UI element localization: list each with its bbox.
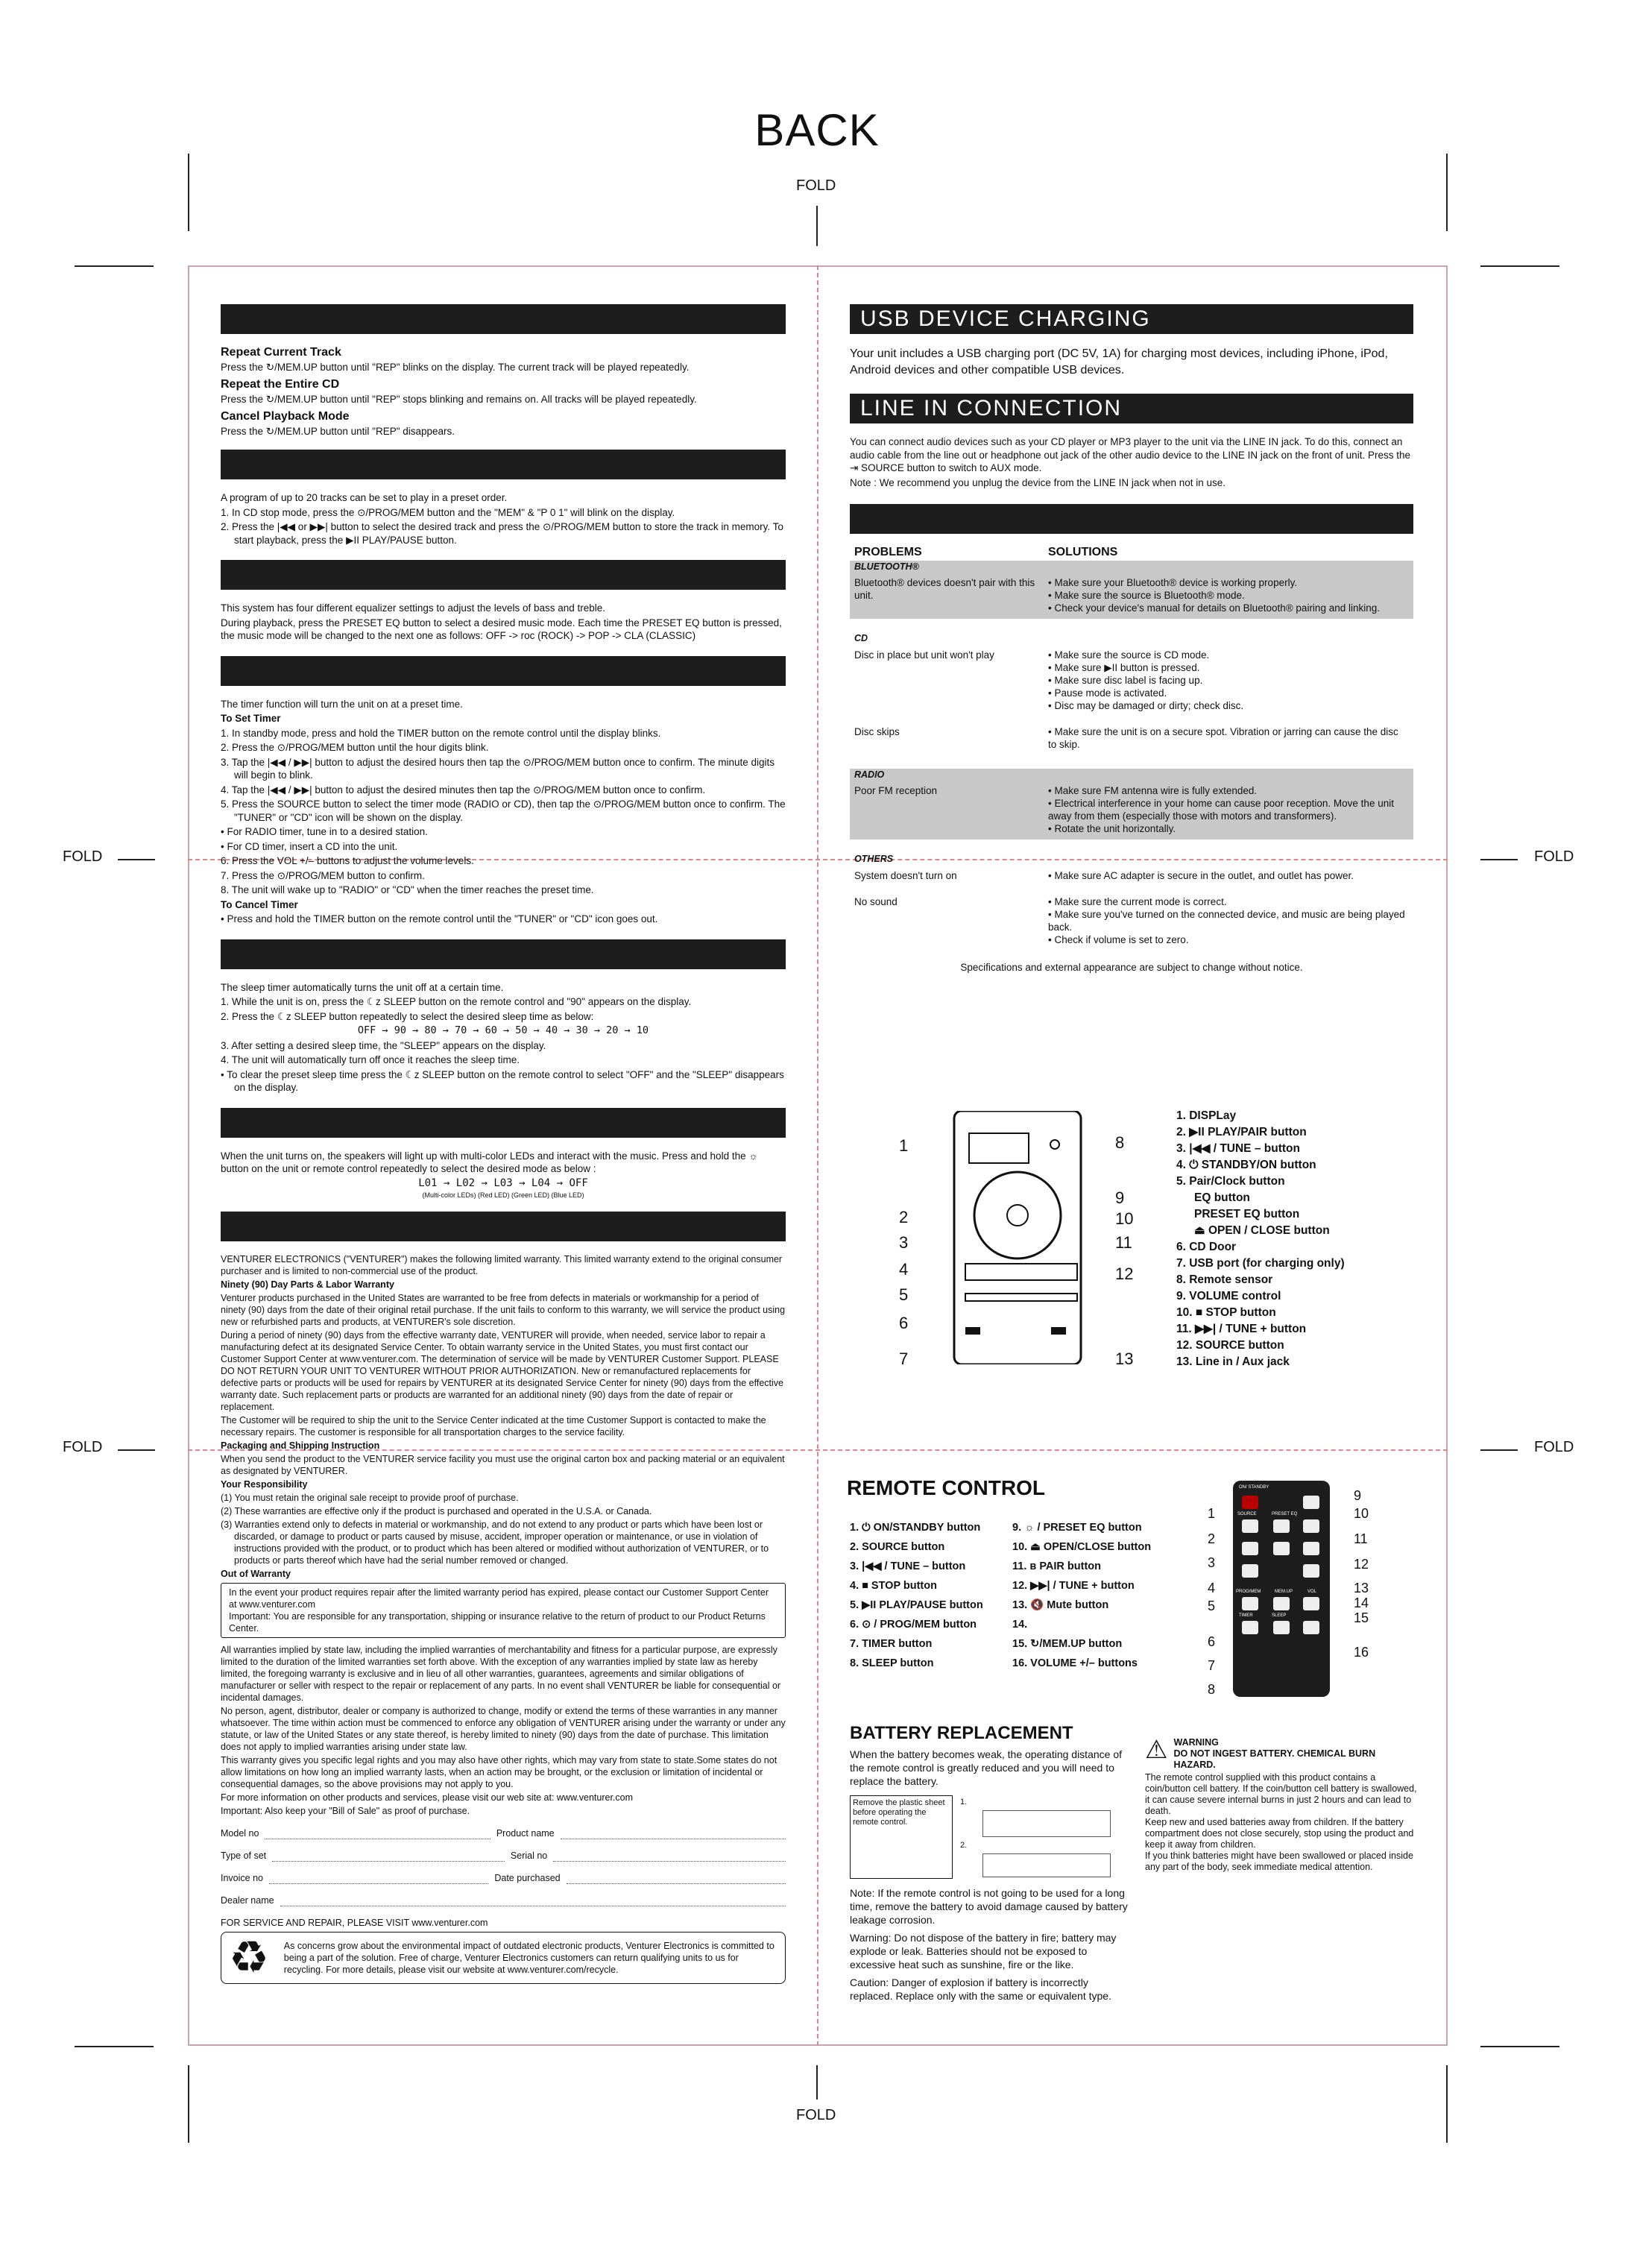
remote-num: 13 (1354, 1581, 1369, 1596)
troubleshoot-category: CD (854, 633, 868, 643)
slot (965, 1294, 1077, 1301)
button-row (965, 1264, 1077, 1280)
remote-num: 9 (1354, 1488, 1362, 1503)
troubleshoot-body (850, 561, 1413, 951)
remote-list-right (1012, 1518, 1151, 1673)
key-label: PROG/MEM (1236, 1590, 1261, 1594)
diagram-num: 9 (1115, 1188, 1125, 1207)
usb-title: USB DEVICE CHARGING (850, 304, 1413, 334)
remote-memup-button[interactable] (1273, 1597, 1290, 1610)
remote-num: 6 (1208, 1634, 1216, 1649)
section-bar-sleep (221, 939, 786, 969)
field-dealer-label: Dealer name (221, 1895, 274, 1906)
ingest-warning-header (1145, 1737, 1418, 1771)
part-item: 9. VOLUME control (1176, 1290, 1281, 1302)
section-bar-timer (221, 656, 786, 686)
crop-mark (1446, 154, 1448, 231)
remote-num: 11 (1354, 1531, 1368, 1546)
section-bar-warranty (221, 1212, 786, 1241)
troubleshoot-group (850, 769, 1413, 840)
diagram-num: 12 (1115, 1264, 1134, 1283)
remote-num: 14 (1354, 1596, 1369, 1610)
remote-title: REMOTE CONTROL (847, 1476, 1045, 1499)
sleep-step: 1. While the unit is on, press the ☾z SLEEP button on the remote control and "90" appears on the display. (221, 996, 692, 1007)
diagram-num: 3 (899, 1233, 909, 1252)
warranty-heading: Your Responsibility (221, 1479, 308, 1490)
troubleshoot-row (850, 573, 1413, 619)
warranty-intro: VENTURER ELECTRONICS ("VENTURER") makes the following limited warranty. This limited warranty extend to the original consumer purchaser and is limited to non-commercial use of the product. (221, 1254, 783, 1276)
timer-step: • For CD timer, insert a CD into the unit. (221, 840, 398, 852)
field-date-label: Date purchased (494, 1873, 561, 1883)
remote-item: 8. SLEEP button (850, 1657, 934, 1669)
diagram-num: 1 (899, 1136, 909, 1155)
troubleshoot-group (850, 561, 1413, 620)
diagram-num: 6 (899, 1314, 909, 1332)
battery-step-1: 1. (960, 1798, 968, 1806)
diagram-num: 8 (1115, 1133, 1125, 1152)
remote-source-button[interactable] (1242, 1519, 1258, 1533)
battery-caution: Caution: Danger of explosion if battery is incorrectly replaced. Replace only with the same or equivalent type. (850, 1976, 1111, 2002)
warranty-paragraph: Important: Also keep your "Bill of Sale" as proof of purchase. (221, 1806, 470, 1816)
solution-text: • Make sure the source is CD mode. • Make sure ▶II button is pressed. • Make sure disc label is facing up. • Pause mode is activated. • Disc may be damaged or dirty; check disc. (1048, 649, 1244, 711)
field-product-line[interactable] (561, 1827, 786, 1839)
warranty-resp: (1) You must retain the original sale receipt to provide proof of purchase. (221, 1493, 519, 1503)
repeat-current-title: Repeat Current Track (221, 346, 341, 359)
timer-step: 6. Press the VOL +/– buttons to adjust the volume levels. (221, 855, 474, 866)
field-product-label: Product name (496, 1828, 555, 1839)
fold-line-center (817, 265, 818, 2046)
cancel-playback-title: Cancel Playback Mode (221, 410, 350, 423)
remote-num: 4 (1208, 1581, 1216, 1596)
sleep-step: 4. The unit will automatically turn off once it reaches the sleep time. (221, 1054, 520, 1065)
battery-text: When the battery becomes weak, the operating distance of the remote control is greatly reduced and you will need to replace the battery. (850, 1748, 1122, 1787)
diagram-num: 13 (1115, 1349, 1134, 1368)
cd-door (974, 1172, 1061, 1259)
remote-num: 15 (1354, 1610, 1369, 1625)
remote-prev-button[interactable] (1242, 1542, 1258, 1555)
fold-label-left-2: FOLD (63, 1439, 103, 1455)
field-type-line[interactable] (272, 1850, 505, 1862)
problem-text: No sound (854, 895, 898, 907)
battery-step-2: 2. (960, 1841, 968, 1850)
battery-section (850, 1723, 1133, 2004)
parts-list (1176, 1108, 1345, 1370)
warranty-heading: Out of Warranty (221, 1569, 291, 1579)
diagram-num: 5 (899, 1285, 909, 1304)
led-sequence: L01 → L02 → L03 → L04 → OFF (418, 1176, 588, 1189)
linein-text: You can connect audio devices such as your CD player or MP3 player to the unit via the LINE IN jack. To do this, connect an audio cable from the line out or headphone out jack of the other audio device to the LINE IN jack on the front of unit. Press the ⇥ SOURCE button to switch to AUX mode. (850, 436, 1410, 473)
sleep-step: 3. After setting a desired sleep time, the "SLEEP" appears on the display. (221, 1039, 546, 1051)
recycle-text: As concerns grow about the environmental impact of outdated electronic products, Venturer Electronics is committed to being a part of the solution. Free of charge, Venturer Electronics customers can return qualifying units to us for recycling. For more details, please visit our website at www.venturer.com/recycle. (283, 1941, 775, 1975)
part-item: ⏏ OPEN / CLOSE button (1194, 1224, 1330, 1237)
fold-tick (1480, 859, 1518, 860)
remote-item: 7. TIMER button (850, 1638, 933, 1650)
remote-num: 3 (1208, 1555, 1216, 1570)
problem-text: Disc in place but unit won't play (854, 649, 994, 661)
remote-play-button[interactable] (1242, 1564, 1258, 1578)
recycle-box (221, 1932, 786, 1984)
program-step: 1. In CD stop mode, press the ⊙/PROG/MEM button and the "MEM" & "P 0 1" will blink on the display. (221, 506, 675, 518)
fields-row (221, 1827, 786, 1839)
timer-set-title: To Set Timer (221, 713, 281, 724)
sleep-intro: The sleep timer automatically turns the unit off at a certain time. (221, 981, 504, 993)
fold-label-top: FOLD (796, 177, 836, 194)
remote-num: 16 (1354, 1645, 1369, 1660)
page-title: BACK (754, 105, 880, 155)
remote-item: 5. ▶II PLAY/PAUSE button (850, 1599, 983, 1611)
remote-item: 3. |◀◀ / TUNE – button (850, 1560, 966, 1572)
remote-num: 10 (1354, 1506, 1369, 1521)
crop-mark (188, 154, 189, 231)
key-label: SOURCE (1237, 1512, 1257, 1516)
solution-text: • Make sure your Bluetooth® device is working properly. • Make sure the source is Bluetooth® mode. • Check your device's manual for details on Bluetooth® pairing and linking. (1048, 577, 1380, 614)
problem-text: Poor FM reception (854, 785, 938, 796)
remote-num: 12 (1354, 1557, 1369, 1572)
led-section (221, 1150, 786, 1200)
diagram-num: 11 (1115, 1233, 1132, 1252)
remote-vol-up-button[interactable] (1303, 1597, 1319, 1610)
remote-item: 11. ʙ PAIR button (1012, 1560, 1102, 1572)
warranty-paragraph: No person, agent, distributor, dealer or company is authorized to change, modify or extend the terms of these warranties in any manner whatsoever. The time within action must be commenced to enforce any obligation of VENTURER arising under the warranty or under any statute, or law of the United States or any state thereof, is hereby limited to ninety (90) days from the date of purchase. This limitation does not apply to implied warranties arising under state law. (221, 1706, 786, 1752)
part-item: 1. DISPLay (1176, 1109, 1237, 1122)
section-bar-eq (221, 560, 786, 590)
field-type-label: Type of set (221, 1850, 267, 1861)
remote-num: 8 (1208, 1682, 1216, 1697)
warranty-heading: Ninety (90) Day Parts & Labor Warranty (221, 1279, 394, 1290)
part-item: 10. ■ STOP button (1176, 1306, 1276, 1319)
part-item: 13. Line in / Aux jack (1176, 1355, 1290, 1368)
fold-mark-bottom (816, 2065, 818, 2100)
unit-body (954, 1111, 1081, 1364)
part-item: 8. Remote sensor (1176, 1273, 1273, 1286)
sleep-sequence: OFF → 90 → 80 → 70 → 60 → 50 → 40 → 30 → 20 → 10 (357, 1024, 649, 1036)
warranty-resp: (3) Warranties extend only to defects in material or workmanship, and do not extend to any product or parts which have been lost or discarded, or damage to product or parts caused by misuse, accident, improper operation or maintenance, or use in violation of instructions provided with the product, or to product which has been altered or modified without authorization of VENTURER, or to products or parts thereof which have had the serial number removed or changed. (221, 1519, 769, 1566)
repeat-current-text: Press the ↻/MEM.UP button until "REP" blinks on the display. The current track will be played repeatedly. (221, 361, 690, 373)
volume-knob (1007, 1205, 1028, 1226)
timer-step: 8. The unit will wake up to "RADIO" or "CD" when the timer reaches the preset time. (221, 884, 594, 895)
remote-pair-button[interactable] (1303, 1519, 1319, 1533)
remote-item: 16. VOLUME +/– buttons (1012, 1657, 1138, 1669)
part-item: 2. ▶II PLAY/PAIR button (1176, 1126, 1307, 1138)
program-step: 2. Press the |◀◀ or ▶▶| button to select the desired track and press the ⊙/PROG/MEM button to store the track in memory. To start playback, press the ▶II PLAY/PAUSE button. (221, 521, 783, 546)
troubleshoot-row (850, 892, 1413, 951)
ingest-warning (1145, 1737, 1418, 1874)
fold-tick (118, 859, 155, 860)
fold-tick (118, 1449, 155, 1451)
battery-warning: Warning: Do not dispose of the battery in fire; battery may explode or leak. Batteries should not be exposed to excessive heat such as sunshine, fire or the like. (850, 1932, 1117, 1971)
cancel-playback-text: Press the ↻/MEM.UP button until "REP" disappears. (221, 425, 455, 437)
crop-mark (1446, 2065, 1448, 2143)
fold-label-left-1: FOLD (63, 848, 103, 865)
warranty-section (221, 1253, 786, 1984)
problem-text: Bluetooth® devices doesn't pair with this unit. (854, 577, 1035, 601)
troubleshoot-header (850, 546, 1413, 559)
problem-text: System doesn't turn on (854, 869, 957, 881)
field-dealer-line[interactable] (280, 1894, 786, 1906)
battery-steps (960, 1795, 1133, 1879)
solution-text: • Make sure FM antenna wire is fully extended. • Electrical interference in your home can cause poor reception. Move the unit away from them (especially those with motors and transformers). • Rotate the unit horizontally. (1048, 785, 1394, 834)
remote-num: 7 (1208, 1658, 1216, 1673)
remote-prog-button[interactable] (1242, 1597, 1258, 1610)
remote-num: 2 (1208, 1531, 1216, 1546)
eq-line: During playback, press the PRESET EQ button to select a desired music mode. Each time the PRESET EQ button is pressed, the music mode will be changed to the next one as follows: OFF -> roc (ROCK) -> POP -> CLA (CLASSIC) (221, 617, 782, 641)
warning-subtitle: DO NOT INGEST BATTERY. CHEMICAL BURN HAZARD. (1173, 1748, 1376, 1770)
timer-step: 2. Press the ⊙/PROG/MEM button until the hour digits blink. (221, 742, 489, 753)
part-item: 3. |◀◀ / TUNE – button (1176, 1142, 1300, 1155)
troubleshoot-category: OTHERS (854, 854, 894, 864)
warranty-paragraph: The Customer will be required to ship the unit to the Service Center indicated at the time Customer Support is contacted to make the necessary repairs. The customer is responsible for all transportation charges to the service facility. (221, 1415, 766, 1437)
timer-step: 7. Press the ⊙/PROG/MEM button to confirm. (221, 869, 425, 881)
troubleshoot-table (850, 546, 1413, 974)
part-item: 5. Pair/Clock button (1176, 1175, 1285, 1188)
crop-mark (188, 2065, 189, 2143)
field-date-line[interactable] (567, 1872, 786, 1884)
crop-mark (75, 2046, 154, 2047)
troubleshoot-row (850, 866, 1413, 886)
troubleshoot-category: BLUETOOTH® (850, 561, 1413, 574)
solution-text: • Make sure AC adapter is secure in the outlet, and outlet has power. (1048, 869, 1354, 881)
key-label: VOL (1307, 1590, 1317, 1594)
display-window (969, 1133, 1029, 1163)
battery-tray-icon (982, 1810, 1111, 1837)
timer-intro: The timer function will turn the unit on at a preset time. (221, 698, 463, 710)
timer-step: • For RADIO timer, tune in to a desired station. (221, 826, 428, 837)
diagram-num: 2 (899, 1208, 909, 1226)
field-invoice-line[interactable] (269, 1872, 488, 1884)
remote-power-button[interactable] (1242, 1496, 1258, 1509)
section-bar-troubleshoot (850, 504, 1413, 534)
timer-cancel-text: • Press and hold the TIMER button on the remote control until the "TUNER" or "CD" icon goes out. (221, 913, 658, 924)
diagram-num: 10 (1115, 1209, 1134, 1228)
remote-preset-eq-button[interactable] (1273, 1519, 1290, 1533)
part-item: 12. SOURCE button (1176, 1339, 1284, 1352)
timer-cancel-title: To Cancel Timer (221, 898, 298, 910)
warranty-resp: (2) These warranties are effective only if the product is purchased and operated in the U.S.A. or Canada. (221, 1506, 652, 1516)
col-problems: PROBLEMS (854, 546, 922, 558)
remote-vol-down-button[interactable] (1303, 1621, 1319, 1634)
spec-note: Specifications and external appearance are subject to change without notice. (960, 961, 1303, 973)
sleep-step: • To clear the preset sleep time press the ☾z SLEEP button on the remote control to select "OFF" and the "SLEEP" disappears on the display. (221, 1068, 784, 1093)
col-solutions: SOLUTIONS (1048, 546, 1118, 558)
troubleshoot-row (850, 646, 1413, 716)
crop-mark (1480, 2046, 1559, 2047)
usb-text: Your unit includes a USB charging port (DC 5V, 1A) for charging most devices, including iPhone, iPod, Android devices and other compatible USB devices. (850, 347, 1388, 377)
section-bar-repeat (221, 304, 786, 334)
remote-mute-button[interactable] (1303, 1564, 1319, 1578)
field-invoice-label: Invoice no (221, 1873, 263, 1883)
field-serial-label: Serial no (510, 1850, 548, 1861)
right-column (850, 295, 1413, 975)
remote-item: 6. ⊙ / PROG/MEM button (850, 1619, 977, 1631)
timer-step: 1. In standby mode, press and hold the TIMER button on the remote control until the display blinks. (221, 727, 661, 739)
diagram-num: 7 (899, 1349, 909, 1368)
warranty-paragraph: During a period of ninety (90) days from the effective warranty date, VENTURER will provide, when needed, service labor to repair a manufacturing defect at its designated Service Center. To obtain warranty service in the United States, you must first contact our Customer Support Center at www.venturer.com. The determination of service will be made by VENTURER Customer Support. PLEASE DO NOT RETURN YOUR UNIT TO VENTURER WITHOUT PRIOR AUTHORIZATION. New or remanufactured replacements for defective parts or products will be used for repairs by VENTURER at its designated Service Center for ninety (90) days from the effective warranty date. Such replacement parts or products are warranted for an additional ninety (90) days from the date of repair or replacement. (221, 1330, 783, 1412)
fold-label-right-1: FOLD (1534, 848, 1574, 865)
remote-num: 1 (1208, 1506, 1216, 1521)
warranty-paragraph: Venturer products purchased in the United States are warranted to be free from defects in materials or workmanship for a period of ninety (90) days from the date of their original retail purchase. If the unit fails to conform to this warranty, we will service the product using new or refurbished parts and products, at VENTURER's sole discretion. (221, 1293, 786, 1327)
timer-step: 5. Press the SOURCE button to select the timer mode (RADIO or CD), then tap the ⊙/PROG/MEM button once to confirm. The "TUNER" or "CD" icon will be shown on the display. (221, 798, 786, 823)
troubleshoot-group (850, 632, 1413, 755)
solution-text: • Make sure the unit is on a secure spot. Vibration or jarring can cause the disc to skip. (1048, 725, 1398, 750)
problem-text: Disc skips (854, 725, 900, 737)
key-label: SLEEP (1272, 1613, 1287, 1618)
warranty-heading: Packaging and Shipping Instruction (221, 1440, 380, 1451)
repeat-all-text: Press the ↻/MEM.UP button until "REP" stops blinking and remains on. All tracks will be played repeatedly. (221, 393, 697, 405)
sleep-section (221, 981, 786, 1094)
solution-text: • Make sure the current mode is correct. • Make sure you've turned on the connected device, and music are being played back. • Check if volume is set to zero. (1048, 895, 1405, 945)
fields-row (221, 1850, 786, 1862)
fields-row (221, 1894, 786, 1906)
program-section (221, 491, 786, 546)
part-item: EQ button (1194, 1191, 1250, 1204)
linein-note: Note : We recommend you unplug the device from the LINE IN jack when not in use. (850, 476, 1226, 488)
timer-step: 4. Tap the |◀◀ / ▶▶| button to adjust the desired minutes then tap the ⊙/PROG/MEM button once to confirm. (221, 784, 706, 796)
battery-coin-icon (982, 1853, 1111, 1877)
part-item: 6. CD Door (1176, 1241, 1237, 1253)
section-bar-program (221, 450, 786, 479)
usb-port (965, 1327, 980, 1335)
out-of-warranty-box (221, 1583, 786, 1638)
repeat-all-title: Repeat the Entire CD (221, 378, 340, 391)
fold-label-right-2: FOLD (1534, 1439, 1574, 1455)
warning-triangle-icon: ⚠ (1145, 1736, 1168, 1764)
key-label: PRESET EQ (1272, 1512, 1298, 1516)
eq-section (221, 602, 786, 643)
troubleshoot-group (850, 853, 1413, 951)
remote-item: 1. ⏻ ON/STANDBY button (850, 1522, 981, 1534)
warranty-paragraph: This warranty gives you specific legal rights and you may also have other rights, which may vary from state to state.Some states do not allow limitations on how long an implied warranty lasts, when an action may be brought, or the exclusion or limitation of incidental or consequential damages, so the above provisions may not apply to you. (221, 1755, 777, 1789)
timer-step: 3. Tap the |◀◀ / ▶▶| button to adjust the desired hours then tap the ⊙/PROG/MEM button once to confirm. The minute digits will begin to blink. (221, 756, 775, 781)
section-bar-led (221, 1108, 786, 1138)
left-column (221, 295, 786, 1990)
troubleshoot-row (850, 722, 1413, 755)
out-of-warranty-important: Important: You are responsible for any transportation, shipping or insurance relative to the return of product to our Product Returns Center. (229, 1611, 766, 1634)
key-label: TIMER (1239, 1613, 1253, 1618)
main-unit-diagram (895, 1111, 1133, 1364)
sleep-step: 2. Press the ☾z SLEEP button repeatedly to select the desired sleep time as below: (221, 1010, 594, 1022)
troubleshoot-row (850, 781, 1413, 840)
remote-item: 9. ☼ / PRESET EQ button (1012, 1522, 1142, 1534)
remote-item: 15. ↻/MEM.UP button (1012, 1638, 1123, 1650)
program-intro: A program of up to 20 tracks can be set to play in a preset order. (221, 492, 508, 503)
part-item: 7. USB port (for charging only) (1176, 1257, 1345, 1270)
troubleshoot-category: RADIO (850, 769, 1413, 782)
remote-item: 13. 🔇 Mute button (1012, 1599, 1109, 1611)
timer-section (221, 698, 786, 926)
service-line: FOR SERVICE AND REPAIR, PLEASE VISIT www.venturer.com (221, 1918, 488, 1928)
plastic-note: Remove the plastic sheet before operating the remote control. (850, 1795, 953, 1879)
fold-tick (1480, 1449, 1518, 1451)
remote-diagram (1233, 1481, 1330, 1697)
remote-item: 12. ▶▶| / TUNE + button (1012, 1580, 1135, 1592)
key-label: ON/ STANDBY (1239, 1485, 1269, 1490)
remote-item: 14. (1012, 1619, 1028, 1631)
linein-title: LINE IN CONNECTION (850, 394, 1413, 423)
warning-text: The remote control supplied with this product contains a coin/button cell battery. If the coin/button cell battery is swallowed, it can cause severe internal burns in just 2 hours and can lead to death. Keep new and used batteries away from children. If the battery compartment does not close securely, stop using the product and keep it away from children. If you think batteries might have been swallowed or placed inside any part of the body, seek immediate medical attention. (1145, 1772, 1417, 1872)
eq-line: This system has four different equalizer settings to adjust the levels of bass and treble. (221, 602, 606, 614)
remote-item: 2. SOURCE button (850, 1541, 945, 1553)
field-serial-line[interactable] (553, 1850, 786, 1862)
recycle-icon: ♻ (229, 1932, 269, 1982)
remote-eject-button[interactable] (1303, 1496, 1319, 1509)
remote-item: 4. ■ STOP button (850, 1580, 937, 1592)
field-model-label: Model no (221, 1828, 259, 1839)
diagram-num: 4 (899, 1260, 909, 1279)
part-item: 11. ▶▶| / TUNE + button (1176, 1323, 1307, 1335)
fold-label-bottom: FOLD (796, 2107, 836, 2123)
fields-row (221, 1872, 786, 1884)
remote-num: 5 (1208, 1598, 1216, 1613)
out-of-warranty-text: In the event your product requires repair after the limited warranty period has expired, please contact our Customer Support Center at www.venturer.com (229, 1587, 769, 1610)
remote-timer-button[interactable] (1242, 1621, 1258, 1634)
remote-sleep-button[interactable] (1273, 1621, 1290, 1634)
fold-mark-top (816, 206, 818, 246)
battery-illustration (850, 1795, 1133, 1879)
repeat-section (221, 346, 786, 438)
warranty-paragraph: When you send the product to the VENTURER service facility you must use the original carton box and packing material or an equivalent as designated by VENTURER. (221, 1454, 785, 1476)
warning-title: WARNING (1173, 1737, 1219, 1748)
battery-note: Note: If the remote control is not going to be used for a long time, remove the battery to avoid damage caused by battery leakage corrosion. (850, 1887, 1128, 1926)
remote-stop-button[interactable] (1273, 1542, 1290, 1555)
part-item: PRESET EQ button (1194, 1208, 1300, 1220)
remote-next-button[interactable] (1303, 1542, 1319, 1555)
led-text: When the unit turns on, the speakers will light up with multi-color LEDs and interact with the music. Press and hold the ☼ button on the unit or remote control repeatedly to select the desired mode as below : (221, 1150, 758, 1174)
remote-list-left (850, 1518, 983, 1673)
aux-jack (1051, 1327, 1066, 1335)
key-label: MEM.UP (1275, 1590, 1293, 1594)
field-model-line[interactable] (265, 1827, 490, 1839)
remote-sensor (1050, 1140, 1059, 1149)
warranty-paragraph: For more information on other products and services, please visit our web site at: www.venturer.com (221, 1792, 634, 1803)
led-captions: (Multi-color LEDs) (Red LED) (Green LED) (Blue LED) (422, 1191, 584, 1199)
remote-item: 10. ⏏ OPEN/CLOSE button (1012, 1541, 1152, 1553)
battery-title: BATTERY REPLACEMENT (850, 1723, 1073, 1743)
warranty-paragraph: All warranties implied by state law, including the implied warranties of merchantability and fitness for a particular purpose, are expressly limited to the duration of the limited warranties set forth above. With the exception of any warranties implied by state law as hereby limited, the foregoing warranty is exclusive and in lieu of all other warranties, guarantees, agreements and similar obligations of manufacturer or seller with respect to the repair or replacement of any parts. In no event shall VENTURER be liable for consequential or incidental damages. (221, 1645, 781, 1703)
crop-mark (1480, 265, 1559, 267)
part-item: 4. ⏻ STANDBY/ON button (1176, 1159, 1316, 1171)
crop-mark (75, 265, 154, 267)
